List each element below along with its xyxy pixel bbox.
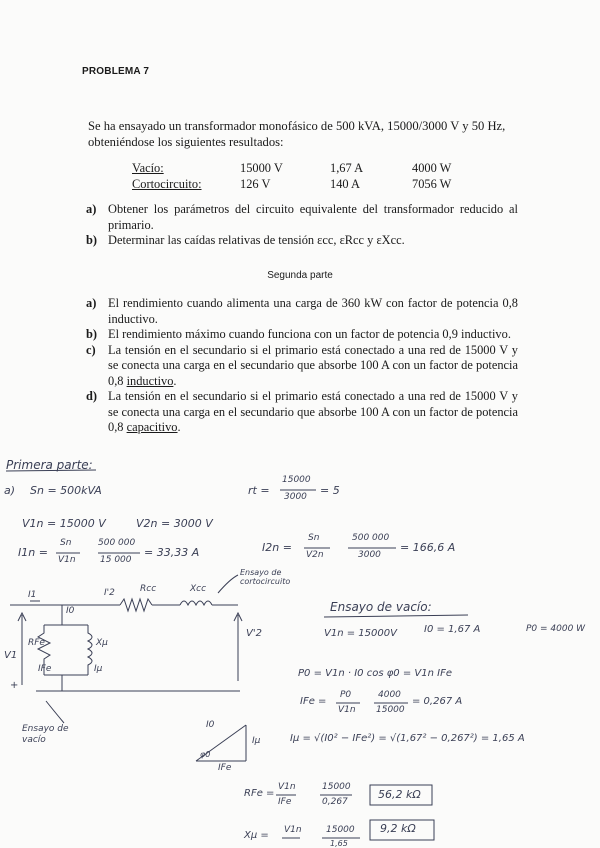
hw-i2n-res: = 166,6 A (400, 541, 456, 554)
part2-questions (86, 296, 518, 436)
result-label: Cortocircuito: (132, 177, 202, 191)
label-xmu: Xμ (96, 638, 108, 648)
result-current: 1,67 A (330, 161, 364, 175)
question-c: c) La tensión en el secundario si el primario está conectado a una red de 15000 V y se conecta una carga en el secundario que absorbe 100 A con un factor de potencia 0,8 inductivo. (86, 342, 518, 388)
problem-title: PROBLEMA 7 (82, 66, 150, 77)
hw-i2n-num: Sn (308, 533, 320, 543)
hw-xmu-res: 9,2 kΩ (380, 822, 416, 835)
hw-ife-num: P0 (340, 690, 352, 700)
hw-xmu-num: V1n (284, 825, 302, 835)
tri-phi: φ0 (200, 750, 211, 759)
label-plus: + (10, 680, 19, 691)
question-d: d) La tensión en el secundario si el primario está conectado a una red de 15000 V y se conecta una carga en el secundario que absorbe 100 A con un factor de potencia 0,8 capacitivo. (86, 389, 518, 434)
hw-ife-lhs: IFe = (300, 696, 327, 707)
label-imu: Iμ (94, 664, 103, 674)
note-pointer (46, 701, 64, 723)
hw-rt-res: = 5 (320, 484, 340, 497)
hw-ife-num2: 4000 (378, 690, 401, 700)
hw-i2n-den2: 3000 (358, 550, 381, 560)
hw-xmu-den2: 1,65 (330, 839, 348, 848)
part2-heading: Segunda parte (267, 270, 333, 281)
label-i1: I1 (28, 590, 37, 600)
hw-i2n-den: V2n (306, 550, 324, 560)
hw-sn: Sn = 500kVA (30, 484, 102, 497)
label-v1: V1 (4, 650, 18, 661)
hw-rfe-den: IFe (278, 797, 292, 807)
hw-rt-den: 3000 (284, 492, 307, 502)
note-cortocircuito: Ensayo de cortocircuito (240, 568, 291, 586)
hw-rt-num: 15000 (282, 475, 311, 485)
question-b: b) El rendimiento máximo cuando funciona con un factor de potencia 0,9 inductivo. (86, 327, 511, 341)
hw-rfe-lhs: RFe = (244, 788, 275, 799)
result-label: Vacío: (132, 161, 164, 175)
result-power: 7056 W (412, 177, 452, 191)
hw-v2n: V2n = 3000 V (136, 517, 213, 530)
label-i0: I0 (66, 606, 75, 616)
hw-p0-eq: P0 = V1n · I0 cos φ0 = V1n IFe (298, 668, 452, 679)
hw-rt-lhs: rt = (248, 484, 270, 497)
hw-imu-eq: Iμ = √(I0² − IFe²) = √(1,67² − 0,267²) = 1,65 A (290, 733, 525, 744)
hw-heading: Primera parte: (6, 458, 93, 472)
hw-xmu-lhs: Xμ = (244, 830, 269, 841)
result-power: 4000 W (412, 161, 452, 175)
problem-intro: Se ha ensayado un transformador monofásico de 500 kVA, 15000/3000 V y 50 Hz, obteniéndose los siguientes resultados: (88, 119, 506, 149)
xcc-inductor (180, 601, 212, 605)
label-rcc: Rcc (140, 584, 157, 594)
hw-rfe-num: V1n (278, 782, 296, 792)
result-voltage: 126 V (240, 177, 271, 191)
tri-imu: Iμ (252, 736, 261, 746)
hw-vacio-v: V1n = 15000V (324, 628, 397, 639)
label-v2: V'2 (246, 628, 262, 639)
hw-vacio-p: P0 = 4000 W (526, 624, 586, 634)
hw-i1n-den2: 15 000 (100, 555, 132, 565)
hw-i1n-num2: 500 000 (98, 538, 136, 548)
xmu-inductor (88, 625, 92, 675)
test-results-table (132, 160, 472, 192)
label-ife: IFe (38, 664, 52, 674)
note-vacio: Ensayo de vacío (22, 724, 69, 745)
label-i2: I'2 (104, 588, 115, 598)
hw-i1n-num: Sn (60, 538, 72, 548)
hw-rfe-res: 56,2 kΩ (378, 788, 421, 801)
question-a: a) El rendimiento cuando alimenta una carga de 360 kW con factor de potencia 0,8 inductivo. (86, 296, 518, 326)
hw-i2n-num2: 500 000 (352, 533, 390, 543)
hw-vacio-title: Ensayo de vacío: (330, 600, 432, 614)
hw-i1n-den: V1n (58, 555, 76, 565)
hw-rfe-den2: 0,267 (322, 797, 348, 807)
hw-vacio-i: I0 = 1,67 A (424, 624, 481, 635)
results-row-vacio (132, 160, 472, 176)
tri-ife: IFe (218, 763, 232, 773)
hw-v1n: V1n = 15000 V (22, 517, 106, 530)
note-pointer (218, 575, 238, 593)
question-a: a) Obtener los parámetros del circuito equivalente del transformador reducido al primario. (86, 202, 518, 232)
hw-ife-res: = 0,267 A (412, 696, 463, 707)
result-voltage: 15000 V (240, 161, 283, 175)
part1-questions (86, 202, 518, 249)
rcc-resistor (120, 599, 152, 611)
handwritten-solution (0, 455, 600, 848)
hw-i1n-lhs: I1n = (18, 546, 48, 559)
equivalent-circuit (10, 575, 242, 723)
hw-ife-den2: 15000 (376, 705, 405, 715)
result-current: 140 A (330, 177, 360, 191)
hw-i2n-lhs: I2n = (262, 541, 292, 554)
hw-a-label: a) (4, 484, 16, 497)
hw-ife-den: V1n (338, 705, 356, 715)
label-rfe: RFe (28, 638, 45, 648)
question-b: b) Determinar las caídas relativas de tensión εcc, εRcc y εXcc. (86, 233, 405, 247)
hw-xmu-num2: 15000 (326, 825, 355, 835)
hw-i1n-res: = 33,33 A (144, 546, 200, 559)
heading-underline (324, 615, 468, 617)
hw-rfe-num2: 15000 (322, 782, 351, 792)
tri-i0: I0 (206, 720, 215, 730)
results-row-cortocircuito (132, 176, 472, 192)
label-xcc: Xcc (190, 584, 207, 594)
